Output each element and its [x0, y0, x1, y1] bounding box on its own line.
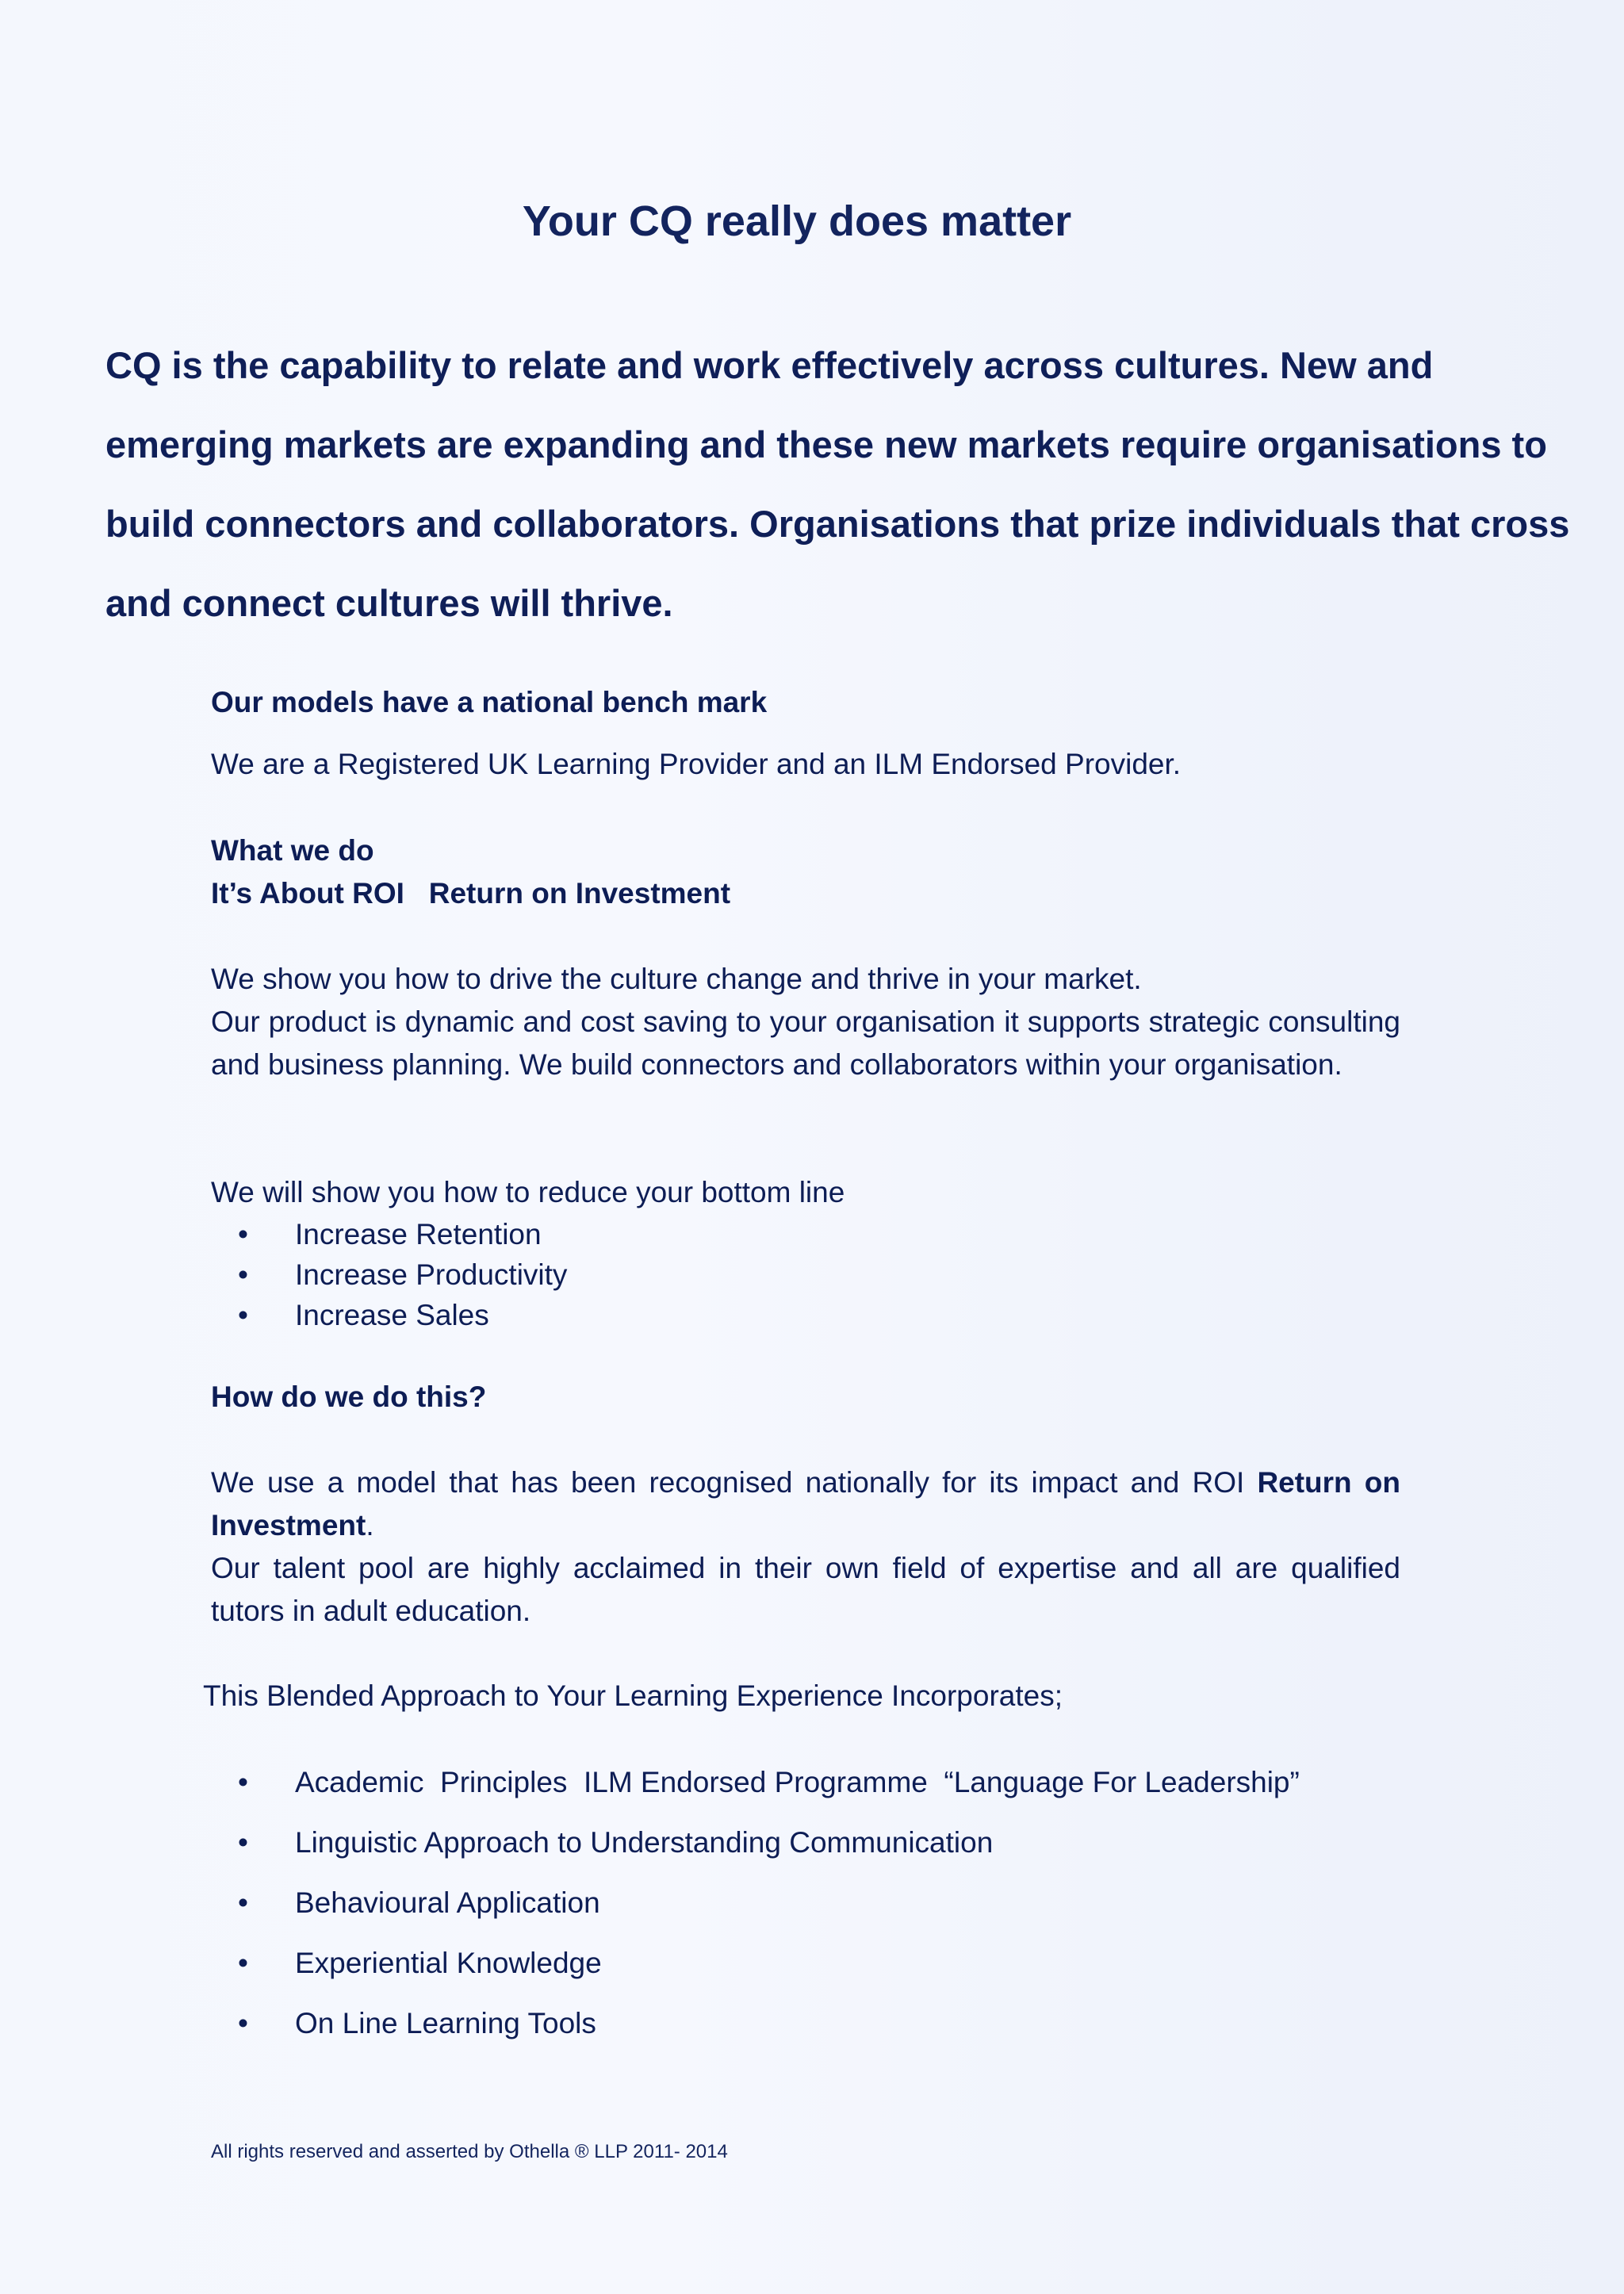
list-item — [238, 1214, 1586, 1254]
list-item — [238, 1254, 1586, 1295]
roi-subheading: It’s About ROI Return on Investment — [211, 877, 731, 910]
intro-paragraph: CQ is the capability to relate and work effectively across cultures. New and emerging markets are expanding and these new markets require organisations to build connectors and collaborators. Organisations that prize individuals that cross and connect cultures will thrive. — [105, 344, 1570, 624]
list-item-label: On Line Learning Tools — [295, 2007, 596, 2039]
bullet-icon: • — [238, 1886, 248, 1919]
model-period: . — [366, 1509, 374, 1541]
how-heading: How do we do this? — [211, 1381, 487, 1413]
page-title: Your CQ really does matter — [522, 197, 1072, 245]
bullet-icon: • — [238, 1218, 248, 1250]
model-text: We use a model that has been recognised nationally for its impact and ROI — [211, 1466, 1258, 1499]
model-roi-bold: Return on Investment — [211, 1466, 1400, 1541]
list-item-label: Academic Principles ILM Endorsed Programme “Language For Leadership” — [295, 1766, 1300, 1798]
model-paragraph — [211, 1461, 1400, 1547]
list-item — [238, 1993, 1586, 2054]
copyright-footer: All rights reserved and asserted by Othella ® LLP 2011- 2014 — [211, 2141, 728, 2162]
product-paragraph: Our product is dynamic and cost saving to your organisation it supports strategic consulting and business planning. We build connectors and collaborators within your organisation. — [211, 1005, 1400, 1081]
talent-paragraph: Our talent pool are highly acclaimed in their own field of expertise and all are qualified tutors in adult education. — [211, 1552, 1400, 1627]
bottom-line-list — [238, 1214, 1586, 1335]
list-item-label: Increase Retention — [295, 1218, 542, 1250]
blended-lead: This Blended Approach to Your Learning Experience Incorporates; — [203, 1679, 1063, 1712]
list-item-label: Increase Sales — [295, 1299, 489, 1331]
list-item-label: Behavioural Application — [295, 1886, 600, 1919]
what-we-do-heading: What we do — [211, 834, 374, 867]
bullet-icon: • — [238, 1766, 248, 1798]
list-item — [238, 1752, 1586, 1813]
bullet-icon: • — [238, 2007, 248, 2039]
list-item-label: Linguistic Approach to Understanding Communication — [295, 1826, 994, 1859]
list-item-label: Increase Productivity — [295, 1258, 568, 1291]
bottom-line-lead: We will show you how to reduce your bottom line — [211, 1176, 845, 1208]
benchmark-text: We are a Registered UK Learning Provider and an ILM Endorsed Provider. — [211, 748, 1182, 780]
list-item — [238, 1873, 1586, 1933]
list-item — [238, 1933, 1586, 1993]
bullet-icon: • — [238, 1299, 248, 1331]
culture-change-line: We show you how to drive the culture change and thrive in your market. — [211, 963, 1142, 995]
blended-list — [238, 1752, 1586, 2054]
list-item-label: Experiential Knowledge — [295, 1947, 602, 1979]
bullet-icon: • — [238, 1947, 248, 1979]
list-item — [238, 1813, 1586, 1873]
bullet-icon: • — [238, 1258, 248, 1291]
benchmark-heading: Our models have a national bench mark — [211, 686, 768, 718]
bullet-icon: • — [238, 1826, 248, 1859]
list-item — [238, 1295, 1586, 1335]
